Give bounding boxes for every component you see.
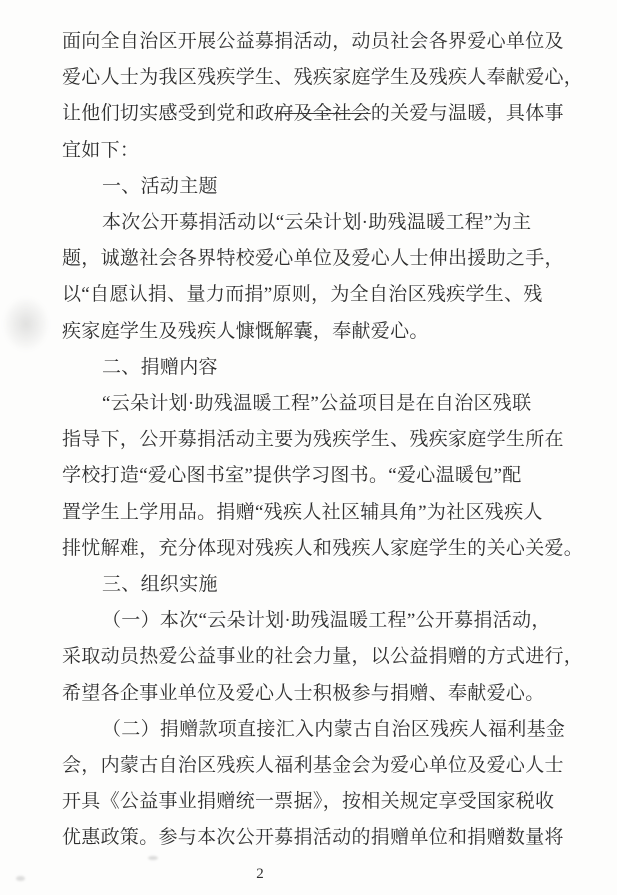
text-segment: 让他们切实感受到党和政	[62, 103, 275, 125]
document-body	[62, 24, 592, 857]
page-number: 2	[256, 866, 264, 882]
text-line: （一）本次“云朵计划·助残温暖工程”公开募捐活动，	[102, 610, 551, 632]
text-line: 面向全自治区开展公益募捐活动，动员社会各界爱心单位及	[62, 31, 564, 52]
text-line: （二）捐赠款项直接汇入内蒙古自治区残疾人福利基金	[102, 718, 566, 740]
text-line: 以“自愿认捐、量力而捐”原则，为全自治区残疾学生、残	[62, 284, 543, 306]
text-line: 优惠政策。参与本次公开募捐活动的捐赠单位和捐赠数量将	[62, 827, 564, 849]
text-line: “云朵计划·助残温暖工程”公益项目是在自治区残联	[102, 393, 532, 415]
text-line: 采取动员热爱公益事业的社会力量，以公益捐赠的方式进行，	[62, 646, 584, 668]
text-line: 会，内蒙古自治区残疾人福利基金会为爱心单位及爱心人士	[62, 755, 564, 777]
text-line: 题，诚邀社会各界特校爱心单位及爱心人士伸出援助之手，	[62, 248, 564, 270]
text-line-with-strikethrough	[62, 96, 592, 132]
scan-smudge	[2, 296, 50, 352]
struck-text-segment: 府及全社会	[274, 103, 371, 125]
text-line: 宜如下：	[62, 139, 140, 161]
heading-section-1: 一、活动主题	[102, 175, 218, 197]
heading-section-2: 二、捐赠内容	[102, 356, 218, 378]
text-line: 指导下，公开募捐活动主要为残疾学生、残疾家庭学生所在	[62, 429, 564, 451]
text-line: 爱心人士为我区残疾学生、残疾家庭学生及残疾人奉献爱心，	[62, 67, 584, 89]
text-line: 本次公开募捐活动以“云朵计划·助残温暖工程”为主	[102, 212, 532, 234]
text-line: 开具《公益事业捐赠统一票据》，按相关规定享受国家税收	[62, 791, 555, 813]
text-line: 排忧解难，充分体现对残疾人和残疾人家庭学生的关心关爱。	[62, 537, 584, 559]
text-line: 学校打造“爱心图书室”提供学习图书。“爱心温暖包”配	[62, 465, 522, 487]
heading-section-3: 三、组织实施	[102, 574, 218, 596]
text-line: 希望各企事业单位及爱心人士积极参与捐赠、奉献爱心。	[62, 682, 545, 704]
text-line: 疾家庭学生及残疾人慷慨解囊，奉献爱心。	[62, 320, 429, 342]
text-line: 置学生上学用品。捐赠“残疾人社区辅具角”为社区残疾人	[62, 501, 543, 523]
text-segment: 的关爱与温暖，具体事	[370, 103, 564, 125]
